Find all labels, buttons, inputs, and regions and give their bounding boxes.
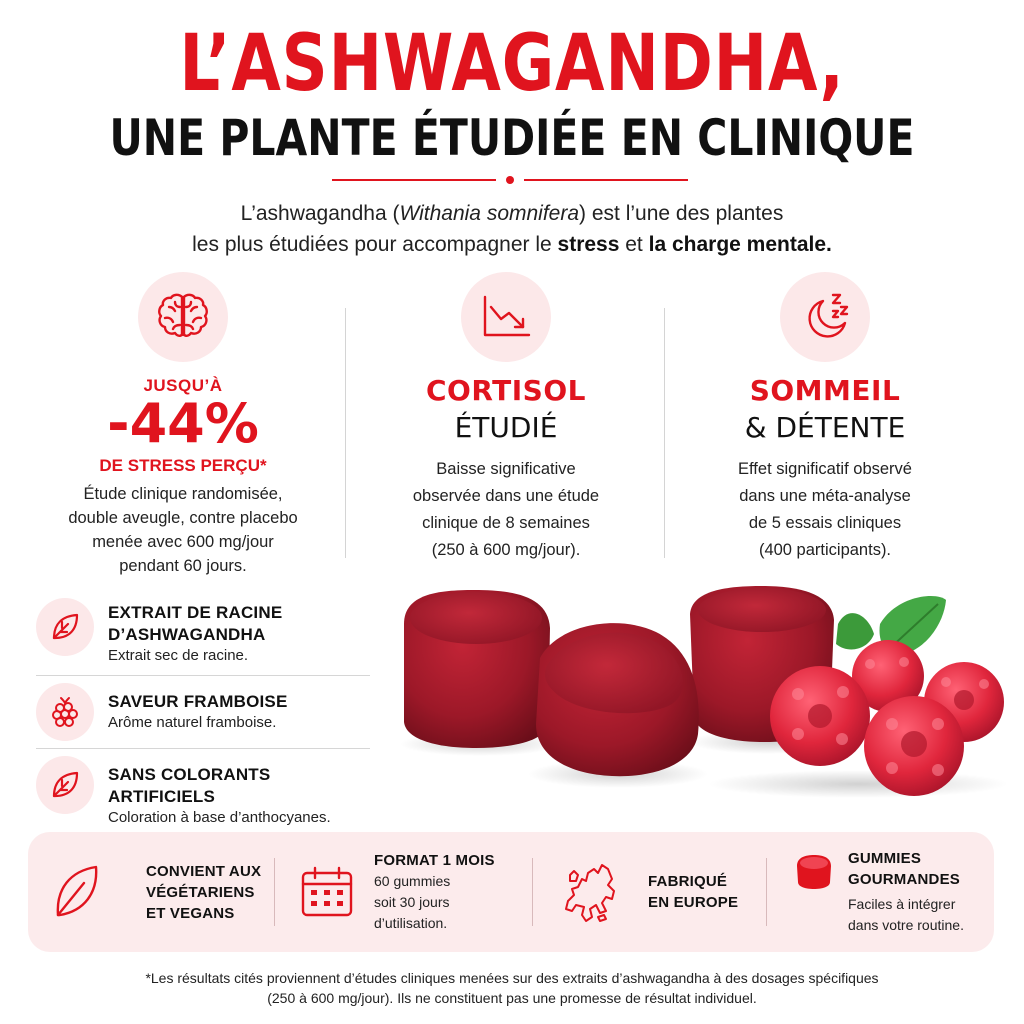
band-title: GUMMIES xyxy=(848,850,922,867)
feature-description: Coloration à base d’anthocyanes. xyxy=(108,809,331,826)
calendar-icon xyxy=(300,865,354,919)
feature-title: D’ASHWAGANDHA xyxy=(108,625,266,644)
band-item-gummies xyxy=(794,832,964,952)
stat-prefix: JUSQU’À xyxy=(143,376,223,395)
sleep-subtitle: & DÉTENTE xyxy=(744,411,906,444)
column-divider xyxy=(664,308,665,558)
band-description: Faciles à intégrer xyxy=(848,896,956,912)
stat-description: Étude clinique randomisée, double aveugle, contre placebo menée avec 600 mg/jour pendant 60 jours. xyxy=(68,485,298,575)
feature-raspberry-flavor xyxy=(36,683,370,741)
feature-description: Extrait sec de racine. xyxy=(108,647,249,664)
band-item-europe xyxy=(562,832,738,952)
band-divider xyxy=(532,858,533,926)
cortisol-subtitle: ÉTUDIÉ xyxy=(454,411,558,444)
feature-root-extract xyxy=(36,598,370,666)
page-title: L’ASHWAGANDHA, xyxy=(179,19,845,109)
brain-icon xyxy=(138,272,228,362)
feature-divider xyxy=(36,748,370,749)
cortisol-column xyxy=(352,272,660,564)
stat-value: -44% xyxy=(107,392,259,455)
cortisol-title: CORTISOL xyxy=(426,374,586,407)
sleep-title: SOMMEIL xyxy=(749,374,901,407)
band-title: FABRIQUÉ xyxy=(648,873,728,890)
product-gummies-raspberries-image xyxy=(398,584,1008,804)
band-item-format xyxy=(300,832,495,952)
europe-map-icon xyxy=(562,859,628,925)
band-title: EN EUROPE xyxy=(648,894,739,911)
feature-title: SANS COLORANTS ARTIFICIELS xyxy=(108,765,271,806)
sleep-column xyxy=(670,272,980,564)
band-description: soit 30 jours xyxy=(374,894,450,910)
band-divider xyxy=(766,858,767,926)
moon-sleep-icon xyxy=(780,272,870,362)
feature-divider xyxy=(36,675,370,676)
stat-label: DE STRESS PERÇU* xyxy=(99,456,267,475)
leaf-icon xyxy=(36,598,94,656)
gummy-icon xyxy=(794,854,834,890)
cortisol-description: Baisse significative observée dans une étude clinique de 8 semaines (250 à 600 mg/jour). xyxy=(412,460,600,559)
stress-column xyxy=(28,272,338,578)
title-divider xyxy=(332,177,688,183)
intro-text: L’ashwagandha (Withania somnifera) est l’une des plantes les plus étudiées pour accompagner le stress et la charge mentale. xyxy=(192,202,832,256)
band-divider xyxy=(274,858,275,926)
column-divider xyxy=(345,308,346,558)
feature-title: EXTRAIT DE RACINE xyxy=(108,603,283,622)
leaf-icon xyxy=(36,756,94,814)
leaf-icon xyxy=(52,863,100,921)
band-description: dans votre routine. xyxy=(848,917,964,933)
raspberry-icon xyxy=(36,683,94,741)
page-subtitle: UNE PLANTE ÉTUDIÉE EN CLINIQUE xyxy=(109,109,915,167)
benefits-band xyxy=(28,832,994,952)
sleep-description: Effet significatif observé dans une méta-analyse de 5 essais cliniques (400 participants). xyxy=(738,460,912,559)
band-description: d’utilisation. xyxy=(374,915,448,931)
band-description: 60 gummies xyxy=(374,873,451,889)
feature-title: SAVEUR FRAMBOISE xyxy=(108,692,288,711)
band-title: GOURMANDES xyxy=(848,871,961,888)
trend-down-icon xyxy=(461,272,551,362)
band-title: FORMAT 1 MOIS xyxy=(374,852,495,869)
feature-no-colorants xyxy=(36,756,370,828)
footnote: *Les résultats cités proviennent d’études cliniques menées sur des extraits d’ashwagandha à des dosages spécifiques (250 à 600 mg/jour). Ils ne constituent pas une promesse de résultat individuel. xyxy=(145,970,879,1006)
band-item-vegan xyxy=(52,832,261,952)
feature-description: Arôme naturel framboise. xyxy=(108,714,277,731)
band-title: CONVIENT AUX xyxy=(146,862,262,880)
band-title: VÉGÉTARIENS xyxy=(146,883,255,901)
band-title: ET VEGANS xyxy=(146,904,235,922)
